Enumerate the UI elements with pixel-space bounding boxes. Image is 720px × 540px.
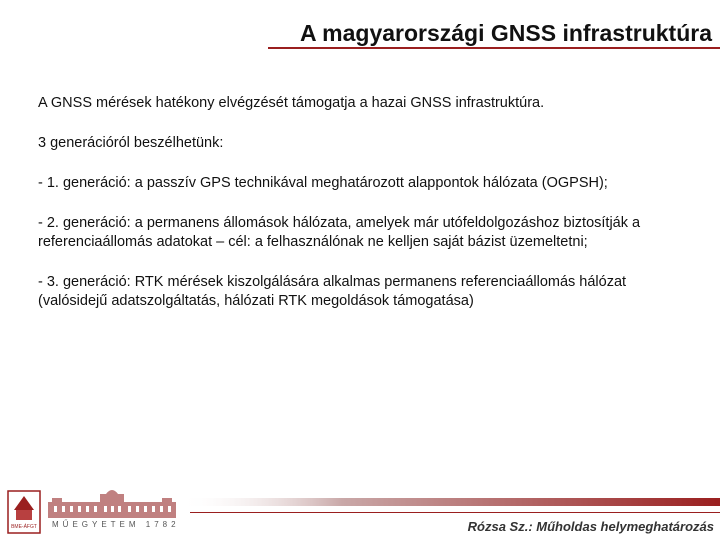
slide-body bbox=[38, 94, 678, 332]
title-underline bbox=[268, 47, 720, 49]
paragraph-intro: A GNSS mérések hatékony elvégzését támogatja a hazai GNSS infrastruktúra. bbox=[38, 95, 545, 111]
paragraph-gen-2: - 2. generáció: a permanens állomások hálózata, amelyek már utófeldolgozáshoz biztosítják a referenciaállomás adatokat – cél: a felhasználónak ne kelljen saját bázist üzemeltetni; bbox=[38, 215, 641, 250]
footer-rule bbox=[190, 512, 720, 513]
paragraph-gen-3: - 3. generáció: RTK mérések kiszolgálására alkalmas permanens referenciaállomás hálózat (valósidejű adatszolgáltatás, hálózati RTK megoldások támogatása) bbox=[38, 274, 627, 309]
paragraph-gen-1: - 1. generáció: a passzív GPS technikával meghatározott alappontok hálózata (OGPSH); bbox=[38, 175, 608, 191]
footer-author: Rózsa Sz.: Műholdas helymeghatározás bbox=[467, 519, 714, 534]
paragraph-generations: 3 generációról beszélhetünk: bbox=[38, 135, 224, 151]
university-building-icon bbox=[48, 488, 176, 518]
university-logo-icon bbox=[6, 490, 42, 534]
university-motto: MŰEGYETEM 1782 bbox=[52, 520, 180, 529]
slide-title: A magyarországi GNSS infrastruktúra bbox=[300, 20, 712, 46]
svg-text:BME-ÁFGT: BME-ÁFGT bbox=[11, 524, 37, 530]
